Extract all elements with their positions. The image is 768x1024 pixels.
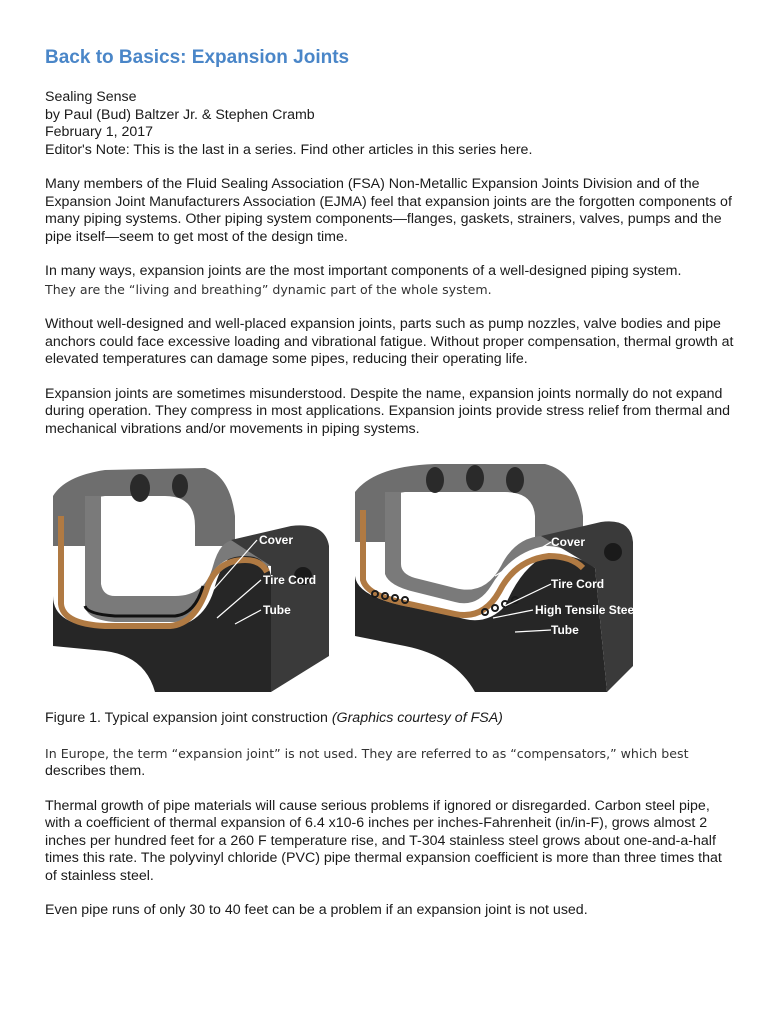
paragraph-5-line-2: describes them. (45, 763, 146, 779)
article-meta (45, 89, 735, 159)
figure-expansion-joints (45, 456, 635, 692)
paragraph-2-line-1: In many ways, expansion joints are the most important components of a well-designed piping system. (45, 263, 682, 279)
figure-caption-main: Figure 1. Typical expansion joint construction (45, 710, 332, 726)
figure-credit: (Graphics courtesy of FSA) (331, 710, 503, 726)
editor-note: Editor's Note: This is the last in a series. Find other articles in this series here. (45, 141, 533, 158)
label-tube-right: Tube (551, 623, 579, 637)
article-title: Back to Basics: Expansion Joints (45, 47, 350, 68)
label-cover-left: Cover (259, 533, 294, 547)
byline: by Paul (Bud) Baltzer Jr. & Stephen Cramb (45, 106, 315, 123)
figure-caption (45, 710, 735, 728)
expansion-joint-illustration-standard (45, 456, 345, 692)
paragraph-4: Expansion joints are sometimes misunderstood. Despite the name, expansion joints normally do not expand during operation. They compress in most applications. Expansion joints provide stress relief from thermal and mechanical vibrations and/or movements in piping systems. (45, 385, 731, 437)
article (45, 46, 735, 920)
paragraph-3: Without well-designed and well-placed expansion joints, parts such as pump nozzles, valve bodies and pipe anchors could face excessive loading and vibrational fatigue. Without proper compensation, thermal growth at elevated temperatures can damage some pipes, reducing their operating life. (45, 316, 734, 367)
paragraph-5-line-1: In Europe, the term “expansion joint” is not used. They are referred to as “compensators,” which best (45, 745, 689, 761)
publish-date: February 1, 2017 (45, 124, 154, 140)
label-high-tensile-steel: High Tensile Steel (535, 603, 635, 617)
paragraph-7: Even pipe runs of only 30 to 40 feet can be a problem if an expansion joint is not used. (45, 902, 588, 918)
label-tire-cord-left: Tire Cord (263, 573, 317, 587)
paragraph-6: Thermal growth of pipe materials will cause serious problems if ignored or disregarded. Carbon steel pipe, with a coefficient of thermal expansion of 6.4 x10-6 inches per inches-Fahrenheit (in/in-F), grows almost 2 inches per hundred feet for a 260 F temperature rise, and T-304 stainless steel grows about one-and-a-half times this rate. The polyvinyl chloride (PVC) pipe thermal expansion coefficient is more than three times that of stainless steel. (45, 797, 722, 884)
paragraph-2 (45, 263, 735, 299)
label-cover-right: Cover (551, 535, 586, 549)
label-tube-left: Tube (263, 603, 291, 617)
label-tire-cord-right: Tire Cord (551, 577, 605, 591)
expansion-joint-illustration-steel (345, 456, 635, 692)
paragraph-2-line-2: They are the “living and breathing” dynamic part of the whole system. (45, 281, 492, 297)
paragraph-1: Many members of the Fluid Sealing Association (FSA) Non-Metallic Expansion Joints Division and of the Expansion Joint Manufacturers Association (EJMA) feel that expansion joints are the forgotten components of many piping systems. Other piping system components—flanges, gaskets, strainers, valves, pumps and the pipe itself—seem to get most of the design time. (45, 176, 732, 245)
series-name: Sealing Sense (45, 89, 137, 105)
paragraph-5 (45, 745, 735, 781)
